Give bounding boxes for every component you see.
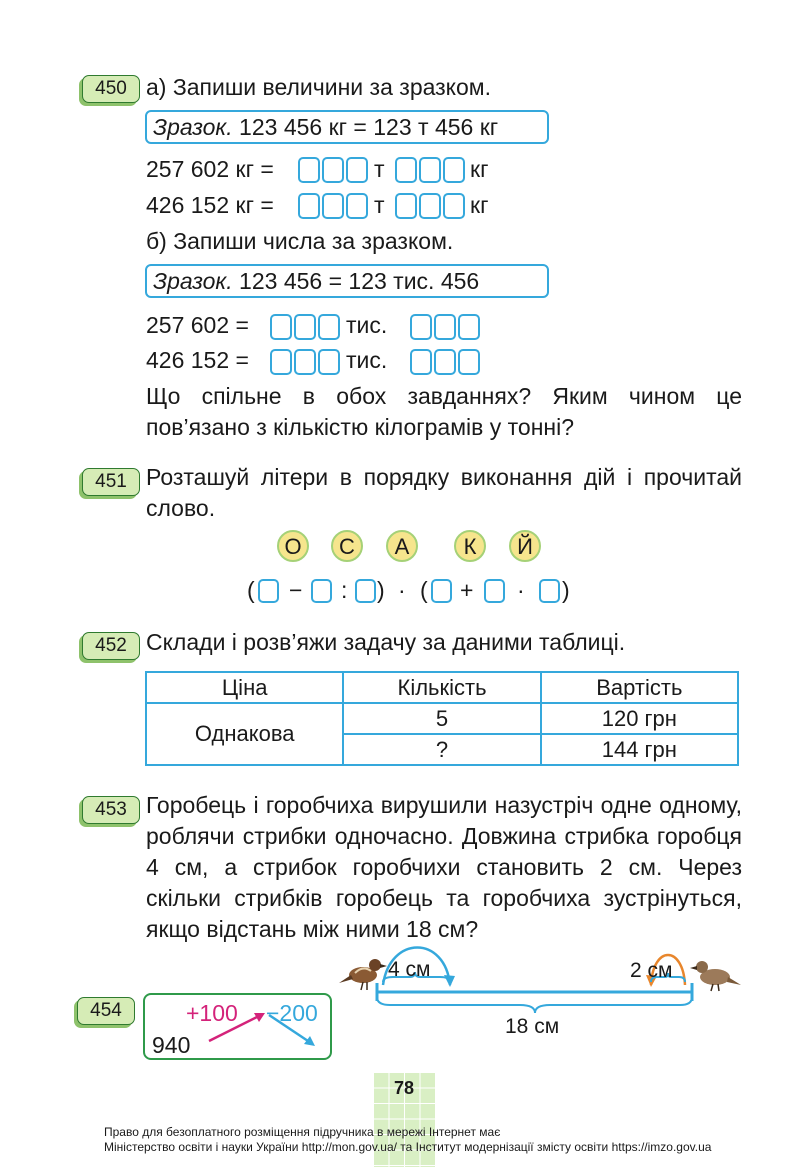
table-cell: 144 грн <box>541 734 738 765</box>
op-multiply: · <box>398 577 406 603</box>
answer-cell[interactable] <box>311 579 334 603</box>
sparrow-icon <box>339 959 387 990</box>
answer-cell[interactable] <box>258 579 281 603</box>
table-cell: 120 грн <box>541 703 738 734</box>
sample-box-1 <box>145 110 549 144</box>
answer-cell[interactable] <box>484 579 507 603</box>
letter-circle: Й <box>509 530 541 562</box>
sparrow-icon <box>690 961 741 991</box>
ex451-text: Розташуй літери в порядку виконання дій і прочитай слово. <box>146 464 742 521</box>
answer-cell[interactable] <box>431 579 454 603</box>
table-header: Ціна <box>146 672 343 703</box>
row4-left: 426 152 = <box>146 347 249 373</box>
table-cell: 5 <box>343 703 540 734</box>
exercise-number-450: 450 <box>82 75 140 103</box>
unit-tys: тис. <box>346 312 388 338</box>
letter-circle: С <box>331 530 363 562</box>
sample-text: 123 456 = 123 тис. 456 <box>232 268 480 294</box>
exercise-number-451: 451 <box>82 468 140 496</box>
answer-cell[interactable] <box>539 579 562 603</box>
table-cell-price: Однакова <box>146 703 343 765</box>
ex450-b-text: б) Запиши числа за зразком. <box>146 228 454 254</box>
chain-start: 940 <box>152 1032 191 1058</box>
exercise-number-454: 454 <box>77 997 135 1025</box>
row1-left: 257 602 кг = <box>146 156 274 182</box>
chain-op2: −200 <box>266 1000 318 1026</box>
footer-line-2: Міністерство освіти і науки України http://mon.gov.ua/ та Інститут модернізації змісту освіти https://imzo.gov.ua <box>104 1140 712 1154</box>
table-header: Кількість <box>343 672 540 703</box>
ex453-text: Горобець і горобчиха вирушили назустріч одне одному, роблячи стрибки одночасно. Довжина стрибка горобця 4 см, а стрибок горобчихи становить 2 см. Через скільки стрибків горобець та горобчиха зустрінуться, якщо відстань між ними 18 см? <box>146 792 742 942</box>
op-divide: : <box>341 577 348 603</box>
digit-cells[interactable] <box>395 193 467 219</box>
digit-cells[interactable] <box>395 157 467 183</box>
ex452-text: Склади і розв’яжи задачу за даними таблиці. <box>146 629 626 655</box>
digit-cells[interactable] <box>410 314 482 340</box>
row3-left: 257 602 = <box>146 312 249 338</box>
op-minus: − <box>289 577 303 603</box>
ex450-a-text: а) Запиши величини за зразком. <box>146 74 491 100</box>
exercise-number-453: 453 <box>82 796 140 824</box>
unit-t: т <box>374 192 385 218</box>
paren-close: ) <box>377 577 385 603</box>
paren-open: ( <box>247 577 255 603</box>
footer-line-1: Право для безоплатного розміщення підручника в мережі Інтернет має <box>104 1125 501 1139</box>
answer-cell[interactable] <box>355 579 378 603</box>
jump1-label: 4 см <box>388 958 431 981</box>
ex450-question: Що спільне в обох завданнях? Яким чином це пов’язано з кількістю кілограмів у тонні? <box>146 383 742 440</box>
op-plus: + <box>460 577 474 603</box>
paren-open: ( <box>420 577 428 603</box>
paren-close: ) <box>562 577 570 603</box>
sample-text: 123 456 кг = 123 т 456 кг <box>232 114 499 140</box>
arrow-down-icon <box>269 1015 311 1043</box>
sample-label: Зразок. <box>153 114 233 140</box>
op-multiply: · <box>517 577 525 603</box>
digit-cells[interactable] <box>270 349 342 375</box>
jump2-label: 2 см <box>630 959 673 982</box>
digit-cells[interactable] <box>270 314 342 340</box>
distance-label: 18 см <box>505 1015 560 1038</box>
chain-arrows <box>143 993 332 1060</box>
unit-kg: кг <box>470 192 489 218</box>
digit-cells[interactable] <box>298 193 370 219</box>
table-header: Вартість <box>541 672 738 703</box>
table-cell: ? <box>343 734 540 765</box>
letter-circle: А <box>386 530 418 562</box>
digit-cells[interactable] <box>298 157 370 183</box>
arrow-up-icon <box>209 1015 261 1041</box>
page-number: 78 <box>393 1078 415 1098</box>
sample-label: Зразок. <box>153 268 233 294</box>
data-table <box>145 671 739 766</box>
digit-cells[interactable] <box>410 349 482 375</box>
chain-op1: +100 <box>186 1000 238 1026</box>
sample-box-2 <box>145 264 549 298</box>
unit-kg: кг <box>470 156 489 182</box>
unit-tys: тис. <box>346 347 388 373</box>
letter-circle: К <box>454 530 486 562</box>
unit-t: т <box>374 156 385 182</box>
row2-left: 426 152 кг = <box>146 192 274 218</box>
letter-circle: О <box>277 530 309 562</box>
exercise-number-452: 452 <box>82 632 140 660</box>
